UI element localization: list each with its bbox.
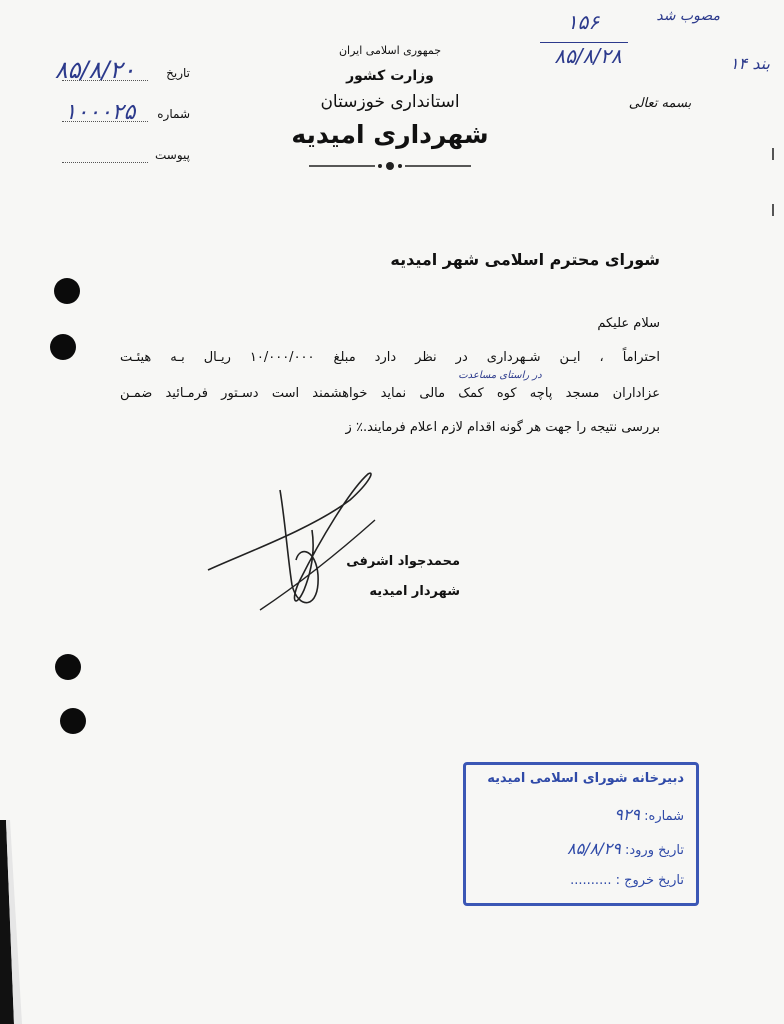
stamp-number-row bbox=[614, 805, 684, 824]
stamp-number-value: ۹۲۹ bbox=[614, 805, 641, 824]
salutation-text: سلام علیکم bbox=[597, 316, 660, 331]
stamp-entry-row bbox=[567, 839, 684, 858]
ministry-title: وزارت کشور bbox=[346, 68, 434, 84]
handwritten-top-number: ۱۵۶ bbox=[566, 10, 600, 34]
republic-title: جمهوری اسلامی ایران bbox=[338, 44, 442, 57]
signatory-name: محمدجواد اشرفی bbox=[346, 554, 460, 569]
date-value: ۸۵/۸/۲۰ bbox=[54, 56, 136, 84]
handwritten-item-note: بند ۱۴ bbox=[730, 54, 770, 73]
handwritten-approved-note: مصوب شد bbox=[656, 8, 720, 24]
handwritten-inline-note: در راستای مساعدت bbox=[458, 370, 542, 381]
edge-mark bbox=[772, 148, 774, 160]
punch-hole bbox=[50, 334, 76, 360]
punch-hole bbox=[60, 708, 86, 734]
edge-mark bbox=[772, 204, 774, 216]
punch-hole bbox=[55, 654, 81, 680]
stamp-exit-value: .......... bbox=[570, 873, 612, 888]
body-line-2: عزاداران مسجد پاچه کوه کمک مالی نماید خواهشمند است دسـتور فرمـائید ضمـن bbox=[120, 386, 660, 401]
body-line-3: بررسی نتیجه را جهت هر گونه اقدام لازم اعلام فرمایند.٪ ز bbox=[345, 420, 660, 435]
bismillah-text: بسمه تعالی bbox=[628, 96, 692, 111]
body-line-1: احتراماً ، ایـن شـهرداری در نظر دارد مبلغ ۱۰/۰۰۰/۰۰۰ ریـال بـه هیئـت bbox=[120, 350, 660, 365]
signatory-title: شهردار امیدیه bbox=[369, 584, 460, 599]
stamp-entry-label: تاریخ ورود: bbox=[624, 843, 684, 858]
number-label: شماره bbox=[157, 107, 190, 121]
punch-hole bbox=[54, 278, 80, 304]
handwritten-underline bbox=[540, 42, 628, 43]
attachment-dotted-line bbox=[62, 162, 148, 163]
municipality-title: شهرداری امیدیه bbox=[291, 120, 489, 149]
stamp-exit-label: تاریخ خروج : bbox=[615, 873, 684, 888]
handwritten-top-date: ۸۵/۸/۲۸ bbox=[554, 44, 622, 68]
stamp-number-label: شماره: bbox=[644, 809, 684, 824]
council-stamp bbox=[463, 762, 699, 906]
recipient-heading: شورای محترم اسلامی شهر امیدیه bbox=[390, 250, 660, 269]
stamp-exit-row bbox=[570, 873, 684, 888]
date-label: تاریخ bbox=[166, 66, 190, 80]
attachment-label: پیوست bbox=[155, 148, 190, 162]
ornament-divider-icon bbox=[305, 158, 475, 174]
number-value: ۱۰۰۰۲۵ bbox=[64, 100, 136, 125]
stamp-title: دبیرخانه شورای اسلامی امیدیه bbox=[487, 771, 684, 786]
binding-edge bbox=[0, 820, 28, 1024]
stamp-entry-value: ۸۵/۸/۲۹ bbox=[567, 839, 621, 858]
governorate-title: استانداری خوزستان bbox=[320, 92, 460, 112]
